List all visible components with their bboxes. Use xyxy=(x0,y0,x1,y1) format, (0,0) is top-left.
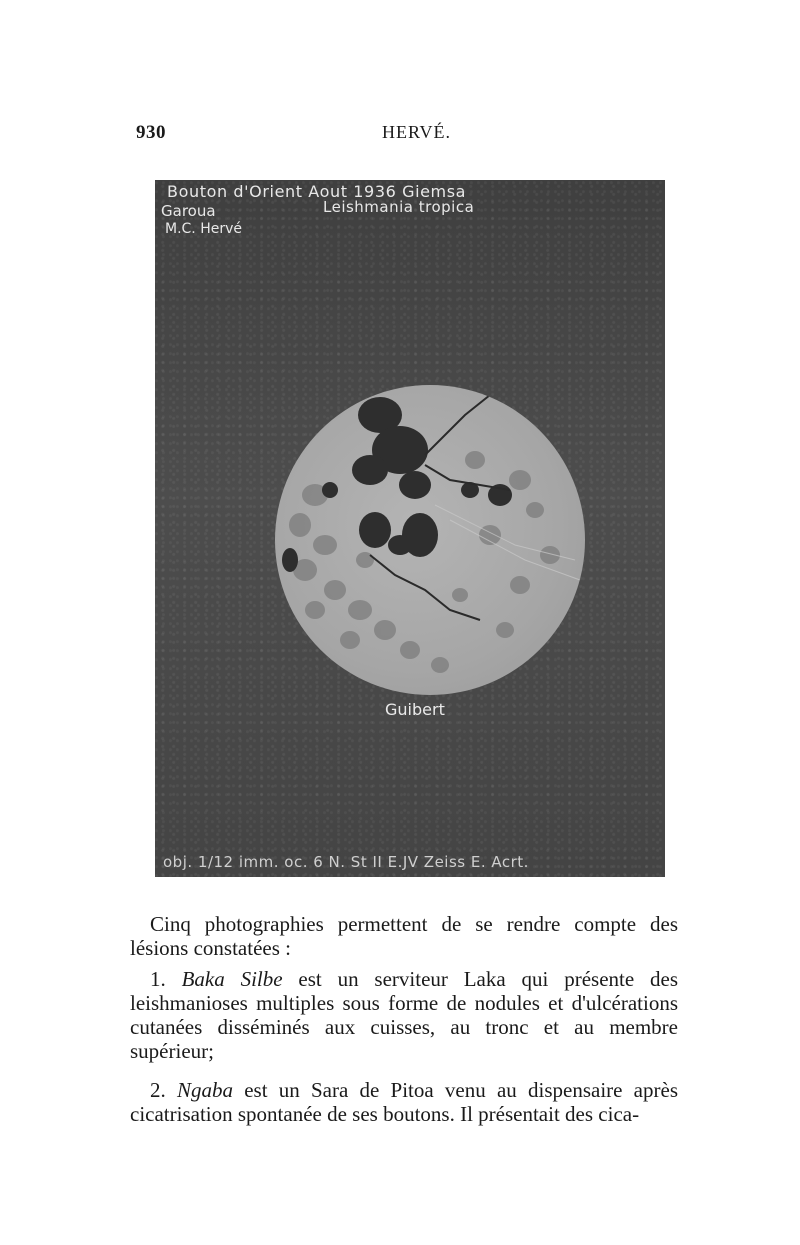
plate-label-title: Bouton d'Orient Aout 1936 Giemsa xyxy=(167,182,467,201)
plate-label-photographer: Guibert xyxy=(385,700,445,719)
paragraph-case-2-text xyxy=(130,1078,678,1126)
cell-smear-drawing xyxy=(275,385,585,695)
paragraph-case-1-text xyxy=(130,967,678,1063)
patient-name: Ngaba xyxy=(176,1078,233,1102)
paragraph-case-1 xyxy=(130,967,678,1063)
case-number: 1. xyxy=(150,967,166,991)
case-number: 2. xyxy=(150,1078,166,1102)
microscope-field xyxy=(275,385,585,695)
paragraph-case-2 xyxy=(130,1078,678,1126)
paragraph-intro-text: Cinq photographies permettent de se rendre compte des lésions constatées : xyxy=(130,912,678,960)
paragraph-intro xyxy=(130,912,678,960)
patient-name: Baka Silbe xyxy=(181,967,283,991)
running-head: HERVÉ. xyxy=(382,122,452,142)
page-number: 930 xyxy=(136,122,166,143)
plate-label-microscope: obj. 1/12 imm. oc. 6 N. St II E.JV Zeiss E. Acrt. xyxy=(163,853,529,871)
case-description: est un serviteur Laka qui présente des leishmanioses multiples sous forme de nodules et d'ulcérations cutanées disséminés aux cuisses, au tronc et au membre supérieur; xyxy=(130,967,679,1063)
plate-label-species: Leishmania tropica xyxy=(323,198,475,216)
plate-label-location: Garoua xyxy=(161,202,216,220)
plate-label-author: M.C. Hervé xyxy=(165,221,242,237)
case-description: est un Sara de Pitoa venu au dispensaire après cicatrisation spontanée de ses boutons. Il présentait des cica- xyxy=(130,1078,678,1126)
micrograph-plate xyxy=(155,180,665,877)
page-header xyxy=(136,122,666,148)
